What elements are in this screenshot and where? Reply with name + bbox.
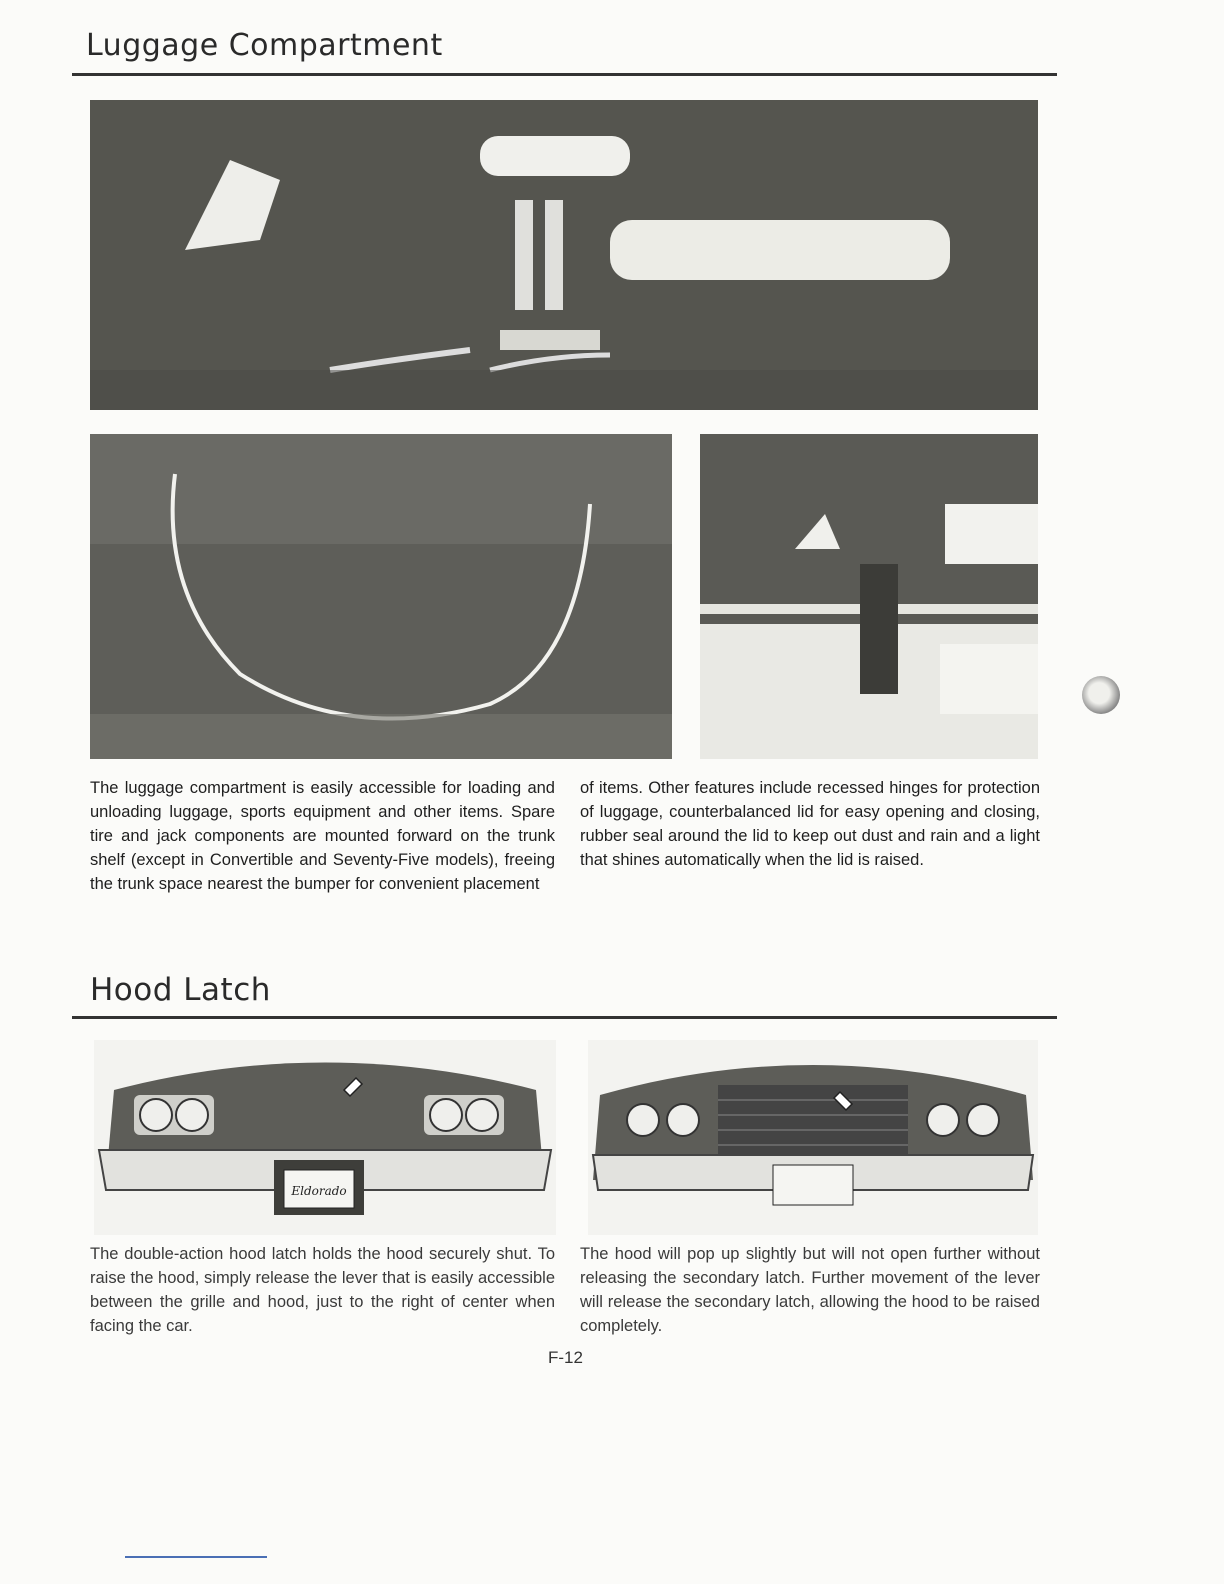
luggage-section-title: Luggage Compartment <box>86 28 443 63</box>
luggage-text-col1: The luggage compartment is easily accessible for loading and unloading luggage, sports equipment and other items. Spare tire and jack components are mounted forward on the trunk shelf (except in Convertible and Seventy-Five models), freeing the trunk space nearest the bumper for convenient placement <box>90 779 555 893</box>
hood-title-rule <box>72 1016 1057 1019</box>
page-number: F-12 <box>548 1348 583 1367</box>
luggage-text-col2: of items. Other features include recessed hinges for protection of luggage, counterbalanced lid for easy opening and closing, rubber seal around the lid to keep out dust and rain and a light that shines automatically when the lid is raised. <box>580 779 1040 869</box>
luggage-title-rule <box>72 73 1057 76</box>
hood-section-title: Hood Latch <box>90 972 271 1008</box>
edge-mark <box>125 1556 267 1558</box>
hood-latch-photo-left <box>94 1040 556 1235</box>
trunk-lid-arc-photo <box>90 434 672 759</box>
license-plate-text: Eldorado <box>291 1184 347 1198</box>
binder-hole <box>1082 676 1120 714</box>
trunk-light-photo <box>700 434 1038 759</box>
trunk-interior-photo <box>90 100 1038 410</box>
hood-text-col1: The double-action hood latch holds the hood securely shut. To raise the hood, simply release the lever that is easily accessible between the grille and hood, just to the right of center when facing the car. <box>90 1245 555 1335</box>
hood-text-col2: The hood will pop up slightly but will not open further without releasing the secondary latch. Further movement of the lever will release the secondary latch, allowing the hood to be raised completely. <box>580 1245 1040 1335</box>
hood-latch-photo-right <box>588 1040 1038 1235</box>
